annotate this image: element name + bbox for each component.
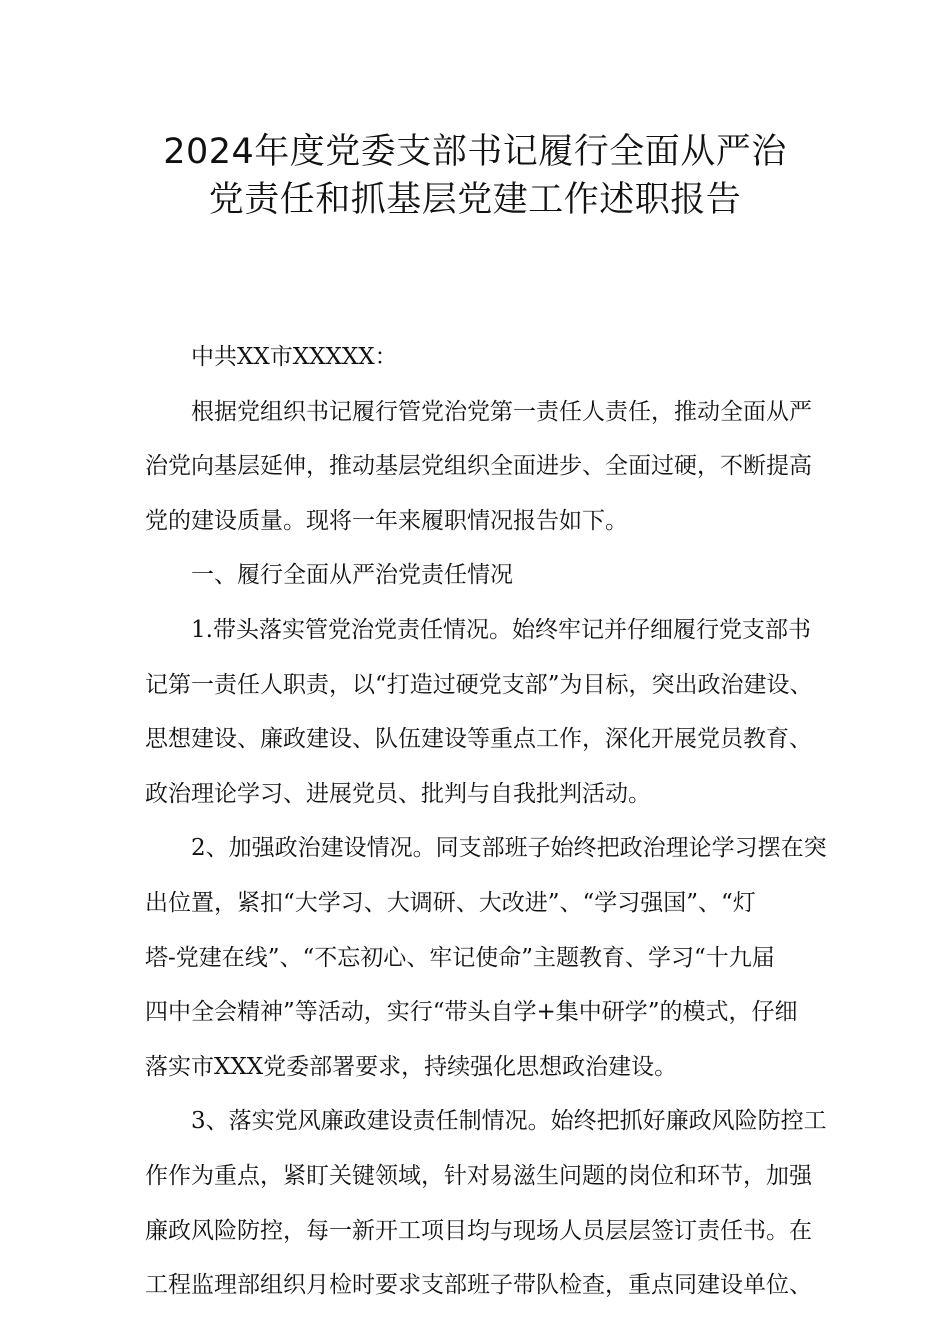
document-title (100, 128, 850, 224)
paragraph-line: 廉政风险防控，每一新开工项目均与现场人员层层签订责任书。在 (145, 1217, 812, 1244)
title-line-1: 2024年度党委支部书记履行全面从严治 (163, 132, 787, 172)
paragraph-line: 3、落实党风廉政建设责任制情况。始终把抓好廉政风险防控工 (191, 1108, 827, 1135)
paragraph-line: 工程监理部组织月检时要求支部班子带队检查，重点同建设单位、 (145, 1272, 812, 1299)
paragraph-line: 四中全会精神”等活动，实行“带头自学+集中研学”的模式，仔细 (145, 999, 798, 1026)
section-heading: 一、履行全面从严治党责任情况 (191, 562, 513, 589)
paragraph-line: 作作为重点，紧盯关键领域，针对易滋生问题的岗位和环节，加强 (145, 1162, 812, 1189)
paragraph-line: 政治理论学习、进展党员、批判与自我批判活动。 (145, 780, 651, 807)
paragraph-line: 记第一责任人职责，以“打造过硬党支部”为目标，突出政治建设、 (145, 671, 813, 698)
paragraph-line: 2、加强政治建设情况。同支部班子始终把政治理论学习摆在突 (191, 835, 827, 862)
paragraph-line: 落实市XXX党委部署要求，持续强化思想政治建设。 (145, 1053, 678, 1080)
paragraph-line: 塔-党建在线”、“不忘初心、牢记使命”主题教育、学习“十九届 (145, 944, 775, 971)
paragraph-line: 出位置，紧扣“大学习、大调研、大改进”、“学习强国”、“灯 (145, 889, 756, 916)
document-body (145, 330, 835, 1313)
title-line-2: 党责任和抓基层党建工作述职报告 (208, 180, 742, 220)
paragraph-line: 根据党组织书记履行管党治党第一责任人责任，推动全面从严 (191, 398, 812, 425)
paragraph-line: 思想建设、廉政建设、队伍建设等重点工作，深化开展党员教育、 (145, 726, 812, 753)
paragraph-line: 党的建设质量。现将一年来履职情况报告如下。 (145, 507, 628, 534)
salutation: 中共XX市XXXXX： (191, 344, 398, 370)
paragraph-line: 治党向基层延伸，推动基层党组织全面进步、全面过硬，不断提高 (145, 453, 812, 480)
paragraph-line: 1.带头落实管党治党责任情况。始终牢记并仔细履行党支部书 (191, 616, 811, 643)
